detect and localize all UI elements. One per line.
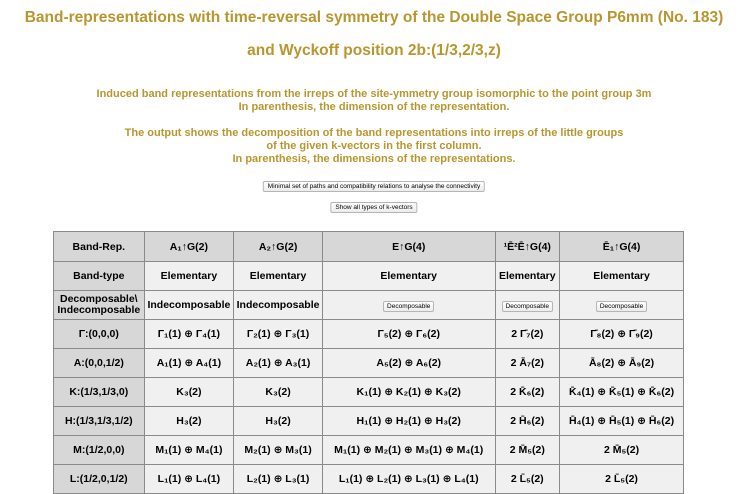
band-type-cell: Elementary xyxy=(322,262,495,291)
table-cell: K₃(2) xyxy=(144,378,234,407)
table-cell: A₁(1) ⊕ A₄(1) xyxy=(144,349,234,378)
band-rep-table xyxy=(53,231,684,494)
kvector-label: L:(1/2,0,1/2) xyxy=(54,465,145,494)
table-cell: Γ̄₈(2) ⊕ Γ̄₉(2) xyxy=(560,320,684,349)
intro-line-2: In parenthesis, the dimension of the representation. xyxy=(238,101,510,113)
decomposable-label-a: Decomposable\ xyxy=(59,293,138,305)
table-header-row xyxy=(54,232,684,262)
table-cell: L₁(1) ⊕ L₂(1) ⊕ L₃(1) ⊕ L₄(1) xyxy=(322,465,495,494)
table-cell: 2 Ā₇(2) xyxy=(495,349,560,378)
table-cell: 2 Γ̄₇(2) xyxy=(495,320,560,349)
table-row xyxy=(54,378,684,407)
header-col-4: ¹Ē²Ē↑G(4) xyxy=(495,232,560,262)
band-type-cell: Elementary xyxy=(144,262,234,291)
decomposable-button[interactable]: Decomposable xyxy=(383,301,434,312)
table-cell: K₁(1) ⊕ K₂(1) ⊕ K₃(2) xyxy=(322,378,495,407)
band-type-label: Band-type xyxy=(54,262,145,291)
show-kvectors-button[interactable]: Show all types of k-vectors xyxy=(330,202,417,213)
table-cell: 2 H̄₆(2) xyxy=(495,407,560,436)
table-row xyxy=(54,407,684,436)
kvector-label: A:(0,0,1/2) xyxy=(54,349,145,378)
table-cell: 2 M̄₅(2) xyxy=(495,436,560,465)
table-cell: K₃(2) xyxy=(234,378,323,407)
kvector-label: K:(1/3,1/3,0) xyxy=(54,378,145,407)
intro-line-5: In parenthesis, the dimensions of the representations. xyxy=(232,153,516,165)
header-col-5: Ē₁↑G(4) xyxy=(560,232,684,262)
table-cell: H̄₄(1) ⊕ H̄₅(1) ⊕ H̄₆(2) xyxy=(560,407,684,436)
table-row xyxy=(54,349,684,378)
band-type-cell: Elementary xyxy=(234,262,323,291)
table-cell: M₂(1) ⊕ M₃(1) xyxy=(234,436,323,465)
header-col-1: A₁↑G(2) xyxy=(144,232,234,262)
header-col-3: E↑G(4) xyxy=(322,232,495,262)
kvector-label: H:(1/3,1/3,1/2) xyxy=(54,407,145,436)
header-col-2: A₂↑G(2) xyxy=(234,232,323,262)
intro-line-3: The output shows the decomposition of the band representations into irreps of the little groups xyxy=(124,127,624,139)
table-cell: Γ₅(2) ⊕ Γ₆(2) xyxy=(322,320,495,349)
min-paths-button[interactable]: Minimal set of paths and compatibility relations to analyse the connectivity xyxy=(263,181,485,192)
decomposable-button[interactable]: Decomposable xyxy=(502,301,553,312)
table-cell: M₁(1) ⊕ M₄(1) xyxy=(144,436,234,465)
table-cell: 2 K̄₆(2) xyxy=(495,378,560,407)
decomposable-button[interactable]: Decomposable xyxy=(596,301,647,312)
table-cell: A₅(2) ⊕ A₆(2) xyxy=(322,349,495,378)
decomposable-cell xyxy=(560,291,684,320)
decomposable-cell xyxy=(322,291,495,320)
intro-line-1: Induced band representations from the irreps of the site-ymmetry group isomorphic to the point group 3m xyxy=(96,88,652,100)
decomposable-cell: Indecomposable xyxy=(234,291,323,320)
table-row xyxy=(54,436,684,465)
band-type-cell: Elementary xyxy=(560,262,684,291)
table-cell: L₂(1) ⊕ L₃(1) xyxy=(234,465,323,494)
table-cell: K̄₄(1) ⊕ K̄₅(1) ⊕ K̄₆(2) xyxy=(560,378,684,407)
table-cell: H₁(1) ⊕ H₂(1) ⊕ H₃(2) xyxy=(322,407,495,436)
band-type-cell: Elementary xyxy=(495,262,560,291)
table-row xyxy=(54,320,684,349)
table-cell: 2 M̄₅(2) xyxy=(560,436,684,465)
table-cell: L₁(1) ⊕ L₄(1) xyxy=(144,465,234,494)
table-cell: H₃(2) xyxy=(234,407,323,436)
intro-paragraph-1 xyxy=(0,88,748,114)
intro-line-4: of the given k-vectors in the first column. xyxy=(266,140,482,152)
table-cell: Γ₂(1) ⊕ Γ₃(1) xyxy=(234,320,323,349)
header-label: Band-Rep. xyxy=(54,232,145,262)
decomposable-label-b: Indecomposable xyxy=(57,304,141,316)
table-cell: 2 L̄₅(2) xyxy=(560,465,684,494)
table-cell: M₁(1) ⊕ M₂(1) ⊕ M₃(1) ⊕ M₄(1) xyxy=(322,436,495,465)
intro-paragraph-2 xyxy=(0,127,748,166)
table-cell: H₃(2) xyxy=(144,407,234,436)
decomposable-cell: Indecomposable xyxy=(144,291,234,320)
decomposable-cell xyxy=(495,291,560,320)
page-title-line2: and Wyckoff position 2b:(1/3,2/3,z) xyxy=(247,42,501,59)
table-cell: Ā₈(2) ⊕ Ā₉(2) xyxy=(560,349,684,378)
band-type-row xyxy=(54,262,684,291)
kvector-label: Γ:(0,0,0) xyxy=(54,320,145,349)
table-cell: 2 L̄₅(2) xyxy=(495,465,560,494)
decomposable-label xyxy=(54,291,145,320)
table-row xyxy=(54,465,684,494)
decomposable-row xyxy=(54,291,684,320)
page-title-line1: Band-representations with time-reversal symmetry of the Double Space Group P6mm (No. 183) xyxy=(24,9,724,26)
kvector-label: M:(1/2,0,0) xyxy=(54,436,145,465)
table-cell: A₂(1) ⊕ A₃(1) xyxy=(234,349,323,378)
table-cell: Γ₁(1) ⊕ Γ₄(1) xyxy=(144,320,234,349)
